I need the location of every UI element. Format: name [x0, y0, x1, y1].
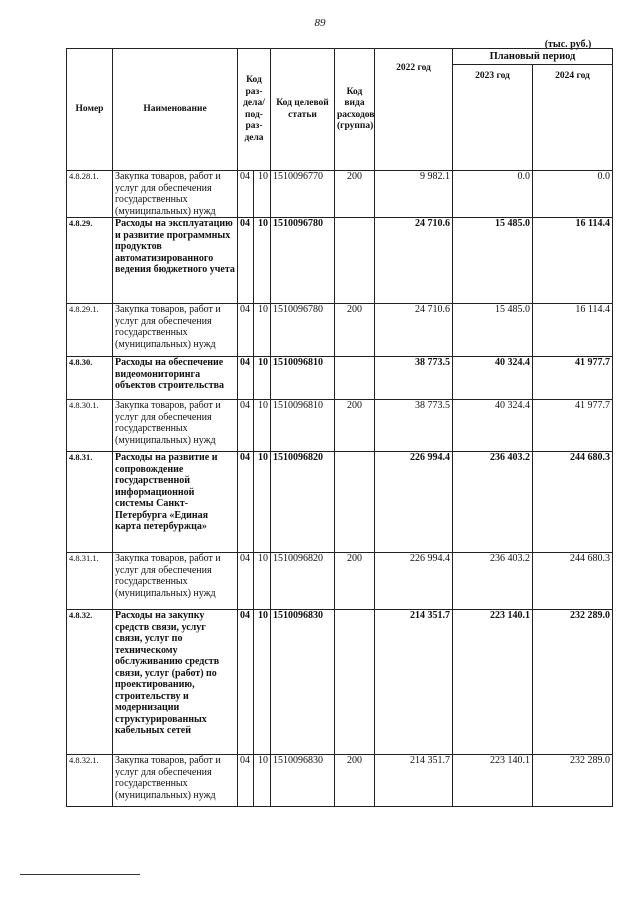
table-row: [67, 304, 613, 357]
header-section-code: Код раз- дела/ под- раз- дела: [238, 49, 271, 171]
row-amount-2022: 9 982.1: [375, 171, 453, 218]
header-planning-period: Плановый период: [453, 49, 613, 65]
row-section: 04: [238, 400, 254, 452]
row-name: Закупка товаров, работ и услуг для обеспечения государственных (муниципальных) нужд: [113, 400, 238, 452]
row-subsection: 10: [254, 610, 271, 755]
row-section: 04: [238, 171, 254, 218]
row-name: Закупка товаров, работ и услуг для обеспечения государственных (муниципальных) нужд: [113, 304, 238, 357]
table-row: [67, 755, 613, 807]
row-amount-2022: 214 351.7: [375, 755, 453, 807]
row-number: 4.8.28.1.: [67, 171, 113, 218]
row-amount-2022: 214 351.7: [375, 610, 453, 755]
row-amount-2024: 232 289.0: [533, 755, 613, 807]
table-row: [67, 553, 613, 610]
row-amount-2022: 38 773.5: [375, 400, 453, 452]
row-number: 4.8.30.: [67, 357, 113, 400]
budget-table: [66, 48, 613, 807]
row-expense-type: 200: [335, 171, 375, 218]
row-subsection: 10: [254, 357, 271, 400]
row-section: 04: [238, 553, 254, 610]
row-amount-2023: 223 140.1: [453, 755, 533, 807]
table-row: [67, 400, 613, 452]
row-amount-2023: 236 403.2: [453, 553, 533, 610]
row-name: Закупка товаров, работ и услуг для обеспечения государственных (муниципальных) нужд: [113, 755, 238, 807]
row-target-code: 1510096780: [271, 218, 335, 304]
units-label: (тыс. руб.): [544, 39, 592, 50]
row-number: 4.8.29.: [67, 218, 113, 304]
row-amount-2023: 40 324.4: [453, 400, 533, 452]
row-subsection: 10: [254, 304, 271, 357]
row-amount-2024: 232 289.0: [533, 610, 613, 755]
row-amount-2022: 24 710.6: [375, 218, 453, 304]
row-amount-2023: 15 485.0: [453, 218, 533, 304]
row-expense-type: 200: [335, 400, 375, 452]
row-amount-2023: 40 324.4: [453, 357, 533, 400]
row-target-code: 1510096830: [271, 610, 335, 755]
row-expense-type: 200: [335, 755, 375, 807]
row-expense-type: [335, 452, 375, 553]
row-section: 04: [238, 452, 254, 553]
row-amount-2024: 244 680.3: [533, 553, 613, 610]
footer-rule: [20, 874, 140, 875]
row-target-code: 1510096830: [271, 755, 335, 807]
row-amount-2023: 236 403.2: [453, 452, 533, 553]
row-name: Расходы на закупку средств связи, услуг связи, услуг по техническому обслуживанию средств связи, услуг (работ) по проектированию, строительству и модернизации структурированных кабельных сетей: [113, 610, 238, 755]
table-row: [67, 610, 613, 755]
row-target-code: 1510096820: [271, 553, 335, 610]
row-expense-type: [335, 610, 375, 755]
row-name: Закупка товаров, работ и услуг для обеспечения государственных (муниципальных) нужд: [113, 171, 238, 218]
row-target-code: 1510096810: [271, 357, 335, 400]
row-target-code: 1510096820: [271, 452, 335, 553]
header-year-2022: 2022 год: [375, 49, 453, 171]
row-target-code: 1510096810: [271, 400, 335, 452]
row-target-code: 1510096770: [271, 171, 335, 218]
row-section: 04: [238, 357, 254, 400]
page-number: 89: [314, 17, 326, 29]
table-row: [67, 218, 613, 304]
row-subsection: 10: [254, 171, 271, 218]
row-number: 4.8.32.1.: [67, 755, 113, 807]
row-subsection: 10: [254, 755, 271, 807]
row-number: 4.8.31.1.: [67, 553, 113, 610]
row-number: 4.8.30.1.: [67, 400, 113, 452]
row-amount-2023: 15 485.0: [453, 304, 533, 357]
header-year-2023: 2023 год: [453, 65, 533, 171]
row-name: Расходы на развитие и сопровождение государственной информационной системы Санкт-Петербурга «Единая карта петербуржца»: [113, 452, 238, 553]
table-row: [67, 452, 613, 553]
row-name: Расходы на эксплуатацию и развитие программных продуктов автоматизированного ведения бюджетного учета: [113, 218, 238, 304]
row-number: 4.8.31.: [67, 452, 113, 553]
table-row: [67, 171, 613, 218]
row-amount-2024: 16 114.4: [533, 218, 613, 304]
header-number: Номер: [67, 49, 113, 171]
row-section: 04: [238, 755, 254, 807]
row-amount-2024: 41 977.7: [533, 357, 613, 400]
row-expense-type: [335, 218, 375, 304]
row-expense-type: [335, 357, 375, 400]
row-amount-2023: 223 140.1: [453, 610, 533, 755]
row-amount-2024: 41 977.7: [533, 400, 613, 452]
table-row: [67, 357, 613, 400]
row-subsection: 10: [254, 553, 271, 610]
header-expense-type: Код вида расходов (группа): [335, 49, 375, 171]
row-amount-2023: 0.0: [453, 171, 533, 218]
row-section: 04: [238, 304, 254, 357]
row-amount-2024: 244 680.3: [533, 452, 613, 553]
row-amount-2022: 24 710.6: [375, 304, 453, 357]
row-expense-type: 200: [335, 553, 375, 610]
row-amount-2024: 16 114.4: [533, 304, 613, 357]
row-subsection: 10: [254, 400, 271, 452]
header-target-code: Код целевой статьи: [271, 49, 335, 171]
row-amount-2022: 38 773.5: [375, 357, 453, 400]
row-amount-2022: 226 994.4: [375, 452, 453, 553]
row-expense-type: 200: [335, 304, 375, 357]
row-number: 4.8.32.: [67, 610, 113, 755]
row-subsection: 10: [254, 452, 271, 553]
row-amount-2022: 226 994.4: [375, 553, 453, 610]
row-section: 04: [238, 610, 254, 755]
row-name: Расходы на обеспечение видеомониторинга объектов строительства: [113, 357, 238, 400]
row-name: Закупка товаров, работ и услуг для обеспечения государственных (муниципальных) нужд: [113, 553, 238, 610]
header-year-2024: 2024 год: [533, 65, 613, 171]
row-number: 4.8.29.1.: [67, 304, 113, 357]
row-target-code: 1510096780: [271, 304, 335, 357]
row-section: 04: [238, 218, 254, 304]
header-name: Наименование: [113, 49, 238, 171]
row-amount-2024: 0.0: [533, 171, 613, 218]
row-subsection: 10: [254, 218, 271, 304]
